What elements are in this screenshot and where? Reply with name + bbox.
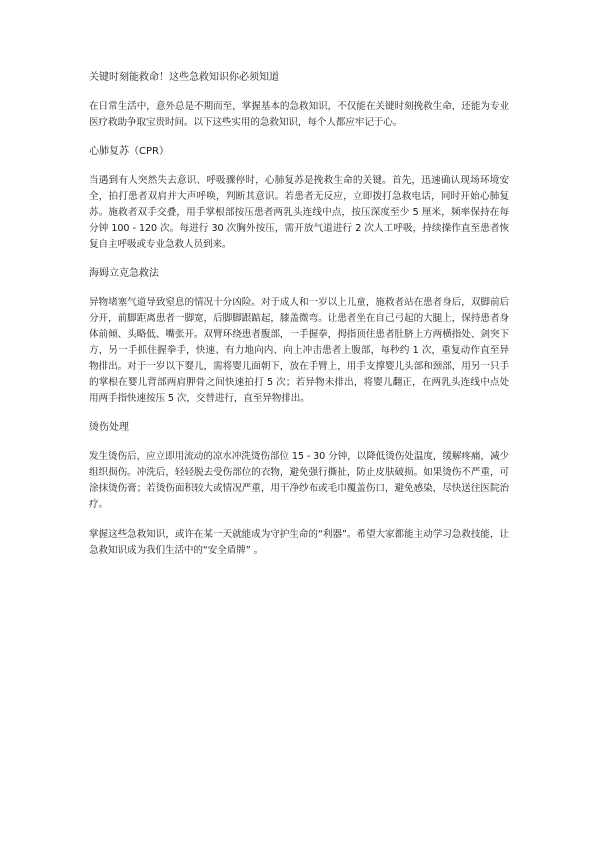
intro-paragraph: 在日常生活中，意外总是不期而至，掌握基本的急救知识，不仅能在关键时刻挽救生命，还能为专业医疗救助争取宝贵时间。以下这些实用的急救知识，每个人都应牢记于心。 bbox=[89, 101, 509, 128]
conclusion-paragraph: 掌握这些急救知识，或许在某一天就能成为守护生命的“利器”。希望大家都能主动学习急救技能，让急救知识成为我们生活中的“安全盾牌” 。 bbox=[89, 529, 509, 556]
document-title: 关键时刻能救命！这些急救知识你必须知道 bbox=[89, 72, 279, 83]
section-heading-heimlich: 海姆立克急救法 bbox=[89, 268, 159, 279]
section-heading-cpr: 心肺复苏（CPR） bbox=[89, 146, 169, 157]
section-body-heimlich: 异物堵塞气道导致窒息的情况十分凶险。对于成人和一岁以上儿童，施救者站在患者身后，双脚前后分开，前脚距离患者一脚宽，后脚脚跟踮起，膝盖微弯。让患者坐在自己弓起的大腿上，保持患者身体前倾、头略低、嘴张开。双臂环绕患者腹部，一手握拳，拇指顶住患者肚脐上方两横指处、剑突下方，另一手抓住握拳手，快速、有力地向内、向上冲击患者上腹部，每秒约 1 次，重复动作直至异物排出。对于一岁以下婴儿，需将婴儿面朝下，放在手臂上，用手支撑婴儿头部和颈部，用另一只手的掌根在婴儿背部两肩胛骨之间快速拍打 5 次；若异物未排出，将婴儿翻正，在两乳头连线中点处用两手指快速按压 5 次，交替进行，直至异物排出。 bbox=[89, 297, 509, 404]
document-page bbox=[89, 71, 509, 573]
section-body-burns: 发生烫伤后，应立即用流动的凉水冲洗烫伤部位 15 - 30 分钟，以降低烫伤处温度，缓解疼痛，减少组织损伤。冲洗后，轻轻脱去受伤部位的衣物，避免强行撕扯，防止皮肤破损。如果烫伤不严重，可涂抹烫伤膏；若烫伤面积较大或情况严重，用干净纱布或毛巾覆盖伤口，避免感染，尽快送往医院治疗。 bbox=[89, 451, 509, 510]
section-heading-burns: 烫伤处理 bbox=[89, 422, 129, 433]
section-body-cpr: 当遇到有人突然失去意识、呼吸骤停时，心肺复苏是挽救生命的关键。首先，迅速确认现场环境安全，拍打患者双肩并大声呼唤，判断其意识。若患者无反应，立即拨打急救电话，同时开始心肺复苏。施救者双手交叠，用手掌根部按压患者两乳头连线中点，按压深度至少 5 厘米，频率保持在每分钟 100 - 120 次。每进行 30 次胸外按压，需开放气道进行 2 次人工呼吸，持续操作直至患者恢复自主呼吸或专业急救人员到来。 bbox=[89, 175, 509, 250]
